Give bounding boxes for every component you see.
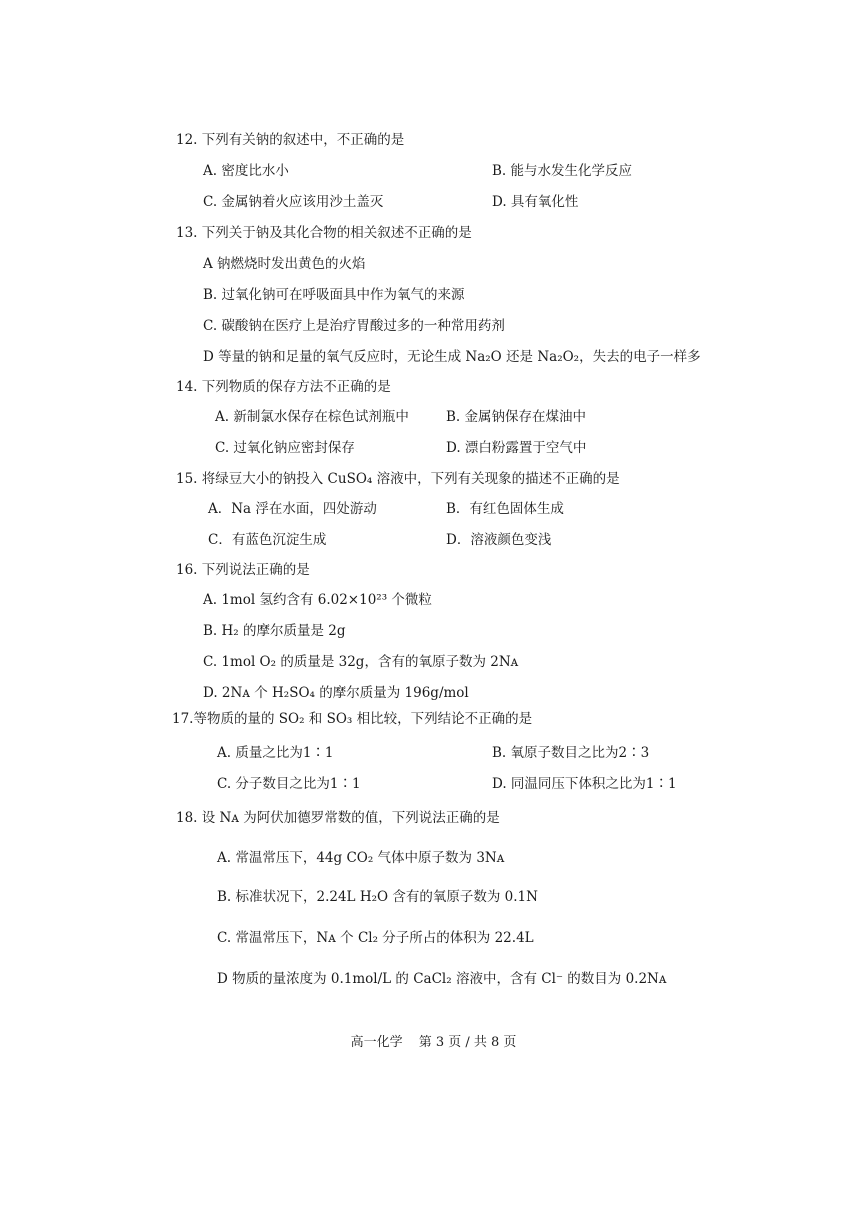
question-12-option-b: B. 能与水发生化学反应 (492, 163, 633, 179)
question-18-option-b: B. 标准状况下，2.24L H₂O 含有的氧原子数为 0.1N (217, 889, 538, 905)
question-16-option-b: B. H₂ 的摩尔质量是 2g (203, 623, 346, 639)
question-14-stem: 14. 下列物质的保存方法不正确的是 (176, 379, 391, 395)
question-18-option-c: C. 常温常压下，Nᴀ 个 Cl₂ 分子所占的体积为 22.4L (217, 930, 534, 946)
question-15-option-c: C．有蓝色沉淀生成 (208, 532, 327, 548)
question-15-stem: 15. 将绿豆大小的钠投入 CuSO₄ 溶液中，下列有关现象的描述不正确的是 (176, 471, 620, 487)
question-14-option-a: A. 新制氯水保存在棕色试剂瓶中 (215, 409, 409, 425)
question-15-option-a: A．Na 浮在水面，四处游动 (208, 501, 377, 517)
footer-page-number: 第 3 页 / 共 8 页 (418, 1035, 517, 1050)
question-15-option-d: D．溶液颜色变浅 (446, 532, 552, 548)
question-18-stem: 18. 设 Nᴀ 为阿伏加德罗常数的值，下列说法正确的是 (176, 810, 500, 826)
question-12-option-c: C. 金属钠着火应该用沙土盖灭 (203, 194, 384, 210)
question-18-option-d: D 物质的量浓度为 0.1mol/L 的 CaCl₂ 溶液中，含有 Cl⁻ 的数目为 0.2Nᴀ (217, 971, 667, 987)
question-16-stem: 16. 下列说法正确的是 (176, 562, 310, 578)
question-17-option-b: B. 氧原子数目之比为2∶3 (492, 745, 650, 761)
question-13-option-b: B. 过氧化钠可在呼吸面具中作为氧气的来源 (203, 287, 465, 303)
question-14-option-c: C. 过氧化钠应密封保存 (215, 440, 355, 456)
question-12-option-a: A. 密度比水小 (203, 163, 289, 179)
question-16-option-c: C. 1mol O₂ 的质量是 32g，含有的氧原子数为 2Nᴀ (203, 654, 519, 670)
question-14-option-d: D. 漂白粉露置于空气中 (446, 440, 587, 456)
question-13-option-d: D 等量的钠和足量的氧气反应时，无论生成 Na₂O 还是 Na₂O₂，失去的电子一样多 (203, 349, 701, 365)
question-17-option-c: C. 分子数目之比为1∶1 (217, 776, 361, 792)
question-13-option-c: C. 碳酸钠在医疗上是治疗胃酸过多的一种常用药剂 (203, 318, 505, 334)
question-17-stem: 17.等物质的量的 SO₂ 和 SO₃ 相比较，下列结论不正确的是 (172, 711, 533, 727)
question-16-option-d: D. 2Nᴀ 个 H₂SO₄ 的摩尔质量为 196g/mol (203, 685, 469, 701)
question-12-stem: 12. 下列有关钠的叙述中，不正确的是 (176, 132, 405, 148)
question-17-option-a: A. 质量之比为1∶1 (217, 745, 334, 761)
question-15-option-b: B．有红色固体生成 (446, 501, 564, 517)
question-14-option-b: B. 金属钠保存在煤油中 (446, 409, 587, 425)
question-13-option-a: A 钠燃烧时发出黄色的火焰 (203, 256, 366, 272)
footer-subject: 高一化学 (350, 1035, 403, 1050)
question-16-option-a: A. 1mol 氢约含有 6.02×10²³ 个微粒 (203, 592, 432, 608)
question-17-option-d: D. 同温同压下体积之比为1∶1 (492, 776, 677, 792)
question-12-option-d: D. 具有氧化性 (492, 194, 579, 210)
question-13-stem: 13. 下列关于钠及其化合物的相关叙述不正确的是 (176, 225, 472, 241)
question-18-option-a: A. 常温常压下，44g CO₂ 气体中原子数为 3Nᴀ (217, 850, 505, 866)
page-footer (0, 1031, 867, 1050)
